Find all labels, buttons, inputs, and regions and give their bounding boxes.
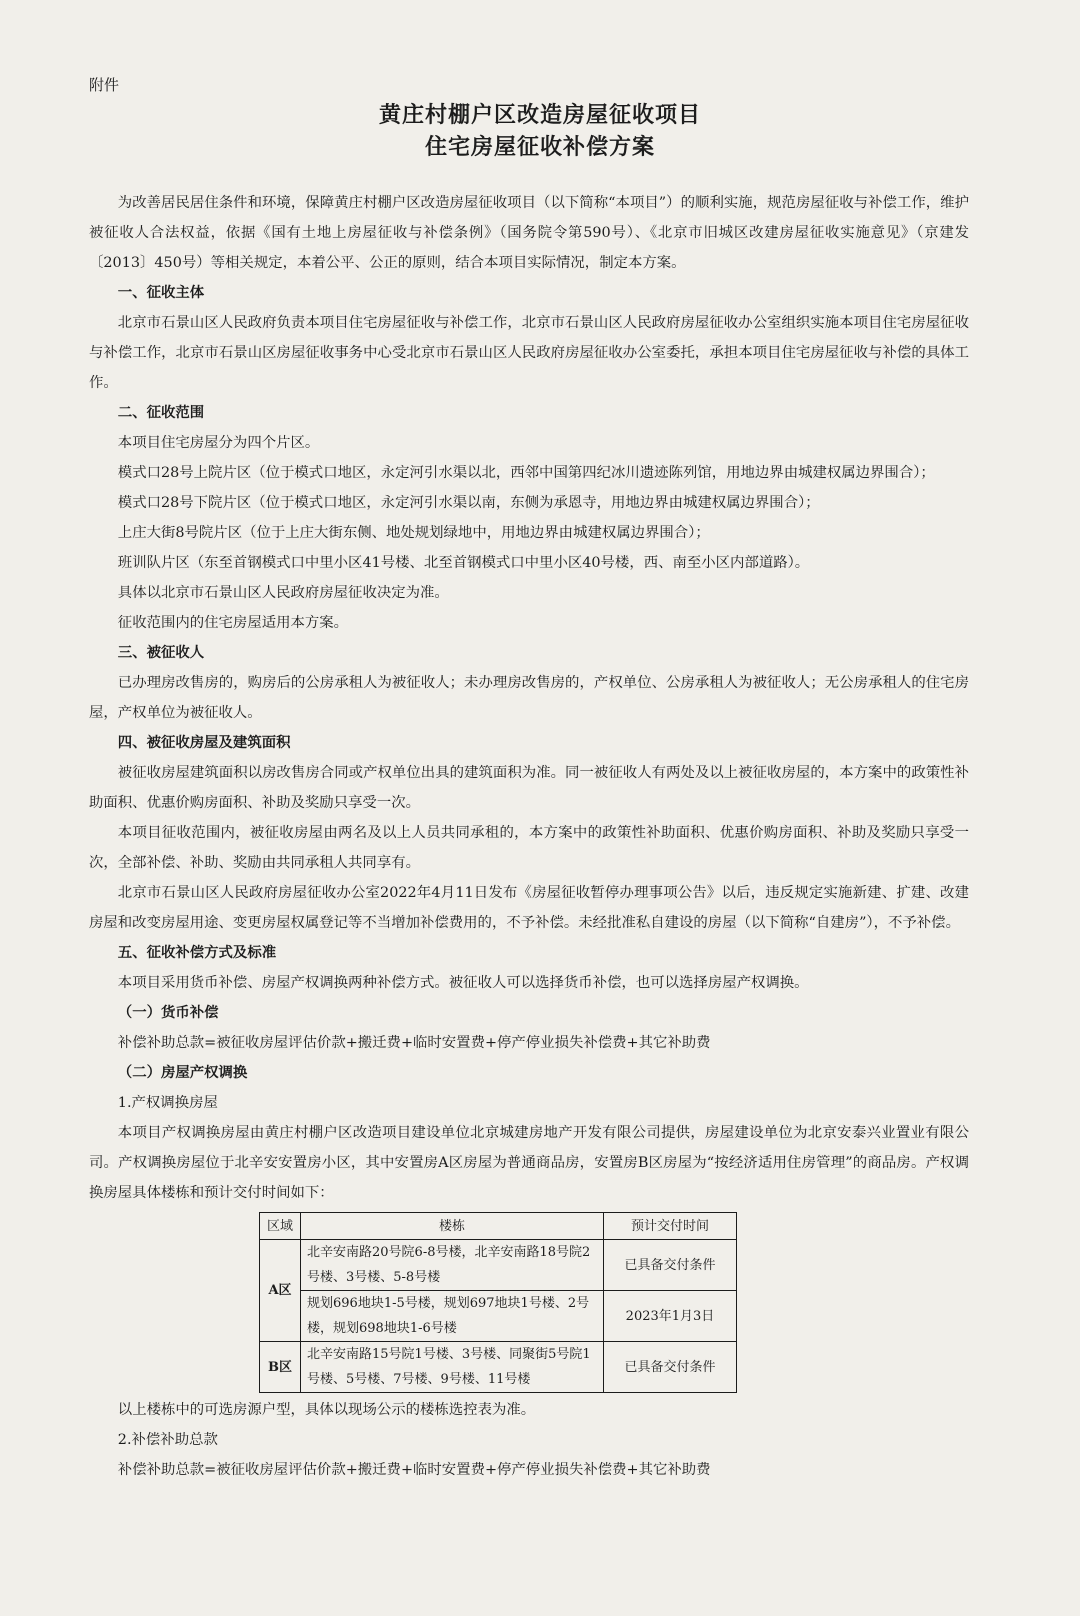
section-heading: 四、被征收房屋及建筑面积 — [117, 734, 291, 751]
delivery-time-cell: 已具备交付条件 — [604, 1342, 737, 1393]
paragraph: 班训队片区（东至首钢模式口中里小区41号楼、北至首钢模式口中里小区40号楼，西、南至小区内部道路）。 — [117, 555, 810, 571]
column-header: 预计交付时间 — [604, 1213, 737, 1240]
intro-paragraph: 为改善居民居住条件和环境，保障黄庄村棚户区改造房屋征收项目（以下简称“本项目”）的顺利实施，规范房屋征收与补偿工作，维护被征收人合法权益，依据《国有土地上房屋征收与补偿条例》（国务院令第590号）、《北京市旧城区改建房屋征收实施意见》（京建发〔2013〕450号）等相关规定，本着公平、公正的原则，结合本项目实际情况，制定本方案。 — [89, 195, 969, 271]
zone-cell: A区 — [260, 1240, 301, 1342]
table-header-row — [260, 1213, 737, 1240]
paragraph: 北京市石景山区人民政府房屋征收办公室2022年4月11日发布《房屋征收暂停办理事项公告》以后，违反规定实施新建、扩建、改建房屋和改变房屋用途、变更房屋权属登记等不当增加补偿费用的，不予补偿。未经批准私自建设的房屋（以下简称“自建房”），不予补偿。 — [89, 885, 969, 931]
paragraph: 上庄大街8号院片区（位于上庄大街东侧、地处规划绿地中，用地边界由城建权属边界围合）； — [117, 525, 710, 541]
column-header: 区域 — [260, 1213, 301, 1240]
section-heading: 五、征收补偿方式及标准 — [117, 944, 277, 961]
paragraph: 本项目征收范围内，被征收房屋由两名及以上人员共同承租的，本方案中的政策性补助面积、优惠价购房面积、补助及奖励只享受一次，全部补偿、补助、奖励由共同承租人共同享有。 — [89, 825, 969, 871]
paragraph: 模式口28号下院片区（位于模式口地区，永定河引水渠以南，东侧为承恩寺，用地边界由城建权属边界围合）； — [117, 495, 820, 511]
delivery-time-cell: 已具备交付条件 — [604, 1240, 737, 1291]
paragraph: 具体以北京市石景山区人民政府房屋征收决定为准。 — [117, 585, 449, 601]
subsection-heading: （二）房屋产权调换 — [117, 1064, 248, 1081]
table-row — [260, 1342, 737, 1393]
paragraph: 以上楼栋中的可选房源户型，具体以现场公示的楼栋选控表为准。 — [117, 1402, 536, 1418]
document-subtitle: 住宅房屋征收补偿方案 — [424, 134, 655, 160]
delivery-table — [259, 1212, 737, 1393]
document-title: 黄庄村棚户区改造房屋征收项目 — [378, 102, 701, 128]
paragraph: 被征收房屋建筑面积以房改售房合同或产权单位出具的建筑面积为准。同一被征收人有两处及以上被征收房屋的，本方案中的政策性补助面积、优惠价购房面积、补助及奖励只享受一次。 — [89, 765, 969, 811]
paragraph: 北京市石景山区人民政府负责本项目住宅房屋征收与补偿工作，北京市石景山区人民政府房屋征收办公室组织实施本项目住宅房屋征收与补偿工作，北京市石景山区房屋征收事务中心受北京市石景山区人民政府房屋征收办公室委托，承担本项目住宅房屋征收与补偿的具体工作。 — [89, 315, 969, 391]
building-cell: 北辛安南路15号院1号楼、3号楼、同聚街5号院1号楼、5号楼、7号楼、9号楼、11号楼 — [301, 1342, 604, 1393]
table-row — [260, 1291, 737, 1342]
column-header: 楼栋 — [301, 1213, 604, 1240]
attachment-label: 附件 — [89, 76, 120, 94]
delivery-time-cell: 2023年1月3日 — [604, 1291, 737, 1342]
item-heading: 1.产权调换房屋 — [117, 1095, 218, 1111]
document-body — [89, 188, 969, 1485]
formula-text: 补偿补助总款=被征收房屋评估价款+搬迁费+临时安置费+停产停业损失补偿费+其它补助费 — [117, 1462, 711, 1478]
section-heading: 一、征收主体 — [117, 284, 205, 301]
paragraph: 本项目住宅房屋分为四个片区。 — [117, 435, 320, 451]
item-heading: 2.补偿补助总款 — [117, 1432, 218, 1448]
subsection-heading: （一）货币补偿 — [117, 1004, 219, 1021]
section-heading: 二、征收范围 — [117, 404, 205, 421]
paragraph: 征收范围内的住宅房屋适用本方案。 — [117, 615, 349, 631]
paragraph: 已办理房改售房的，购房后的公房承租人为被征收人；未办理房改售房的，产权单位、公房承租人为被征收人；无公房承租人的住宅房屋，产权单位为被征收人。 — [89, 675, 969, 721]
paragraph: 本项目采用货币补偿、房屋产权调换两种补偿方式。被征收人可以选择货币补偿，也可以选择房屋产权调换。 — [117, 975, 809, 991]
paragraph: 模式口28号上院片区（位于模式口地区，永定河引水渠以北，西邻中国第四纪冰川遗迹陈列馆，用地边界由城建权属边界围合）； — [117, 465, 935, 481]
section-heading: 三、被征收人 — [117, 644, 205, 661]
formula-text: 补偿补助总款=被征收房屋评估价款+搬迁费+临时安置费+停产停业损失补偿费+其它补助费 — [117, 1035, 711, 1051]
zone-cell: B区 — [260, 1342, 301, 1393]
table-row — [260, 1240, 737, 1291]
paragraph: 本项目产权调换房屋由黄庄村棚户区改造项目建设单位北京城建房地产开发有限公司提供，房屋建设单位为北京安泰兴业置业有限公司。产权调换房屋位于北辛安安置房小区，其中安置房A区房屋为普通商品房，安置房B区房屋为“按经济适用住房管理”的商品房。产权调换房屋具体楼栋和预计交付时间如下： — [89, 1125, 969, 1201]
building-cell: 规划696地块1-5号楼，规划697地块1号楼、2号楼，规划698地块1-6号楼 — [301, 1291, 604, 1342]
building-cell: 北辛安南路20号院6-8号楼，北辛安南路18号院2号楼、3号楼、5-8号楼 — [301, 1240, 604, 1291]
